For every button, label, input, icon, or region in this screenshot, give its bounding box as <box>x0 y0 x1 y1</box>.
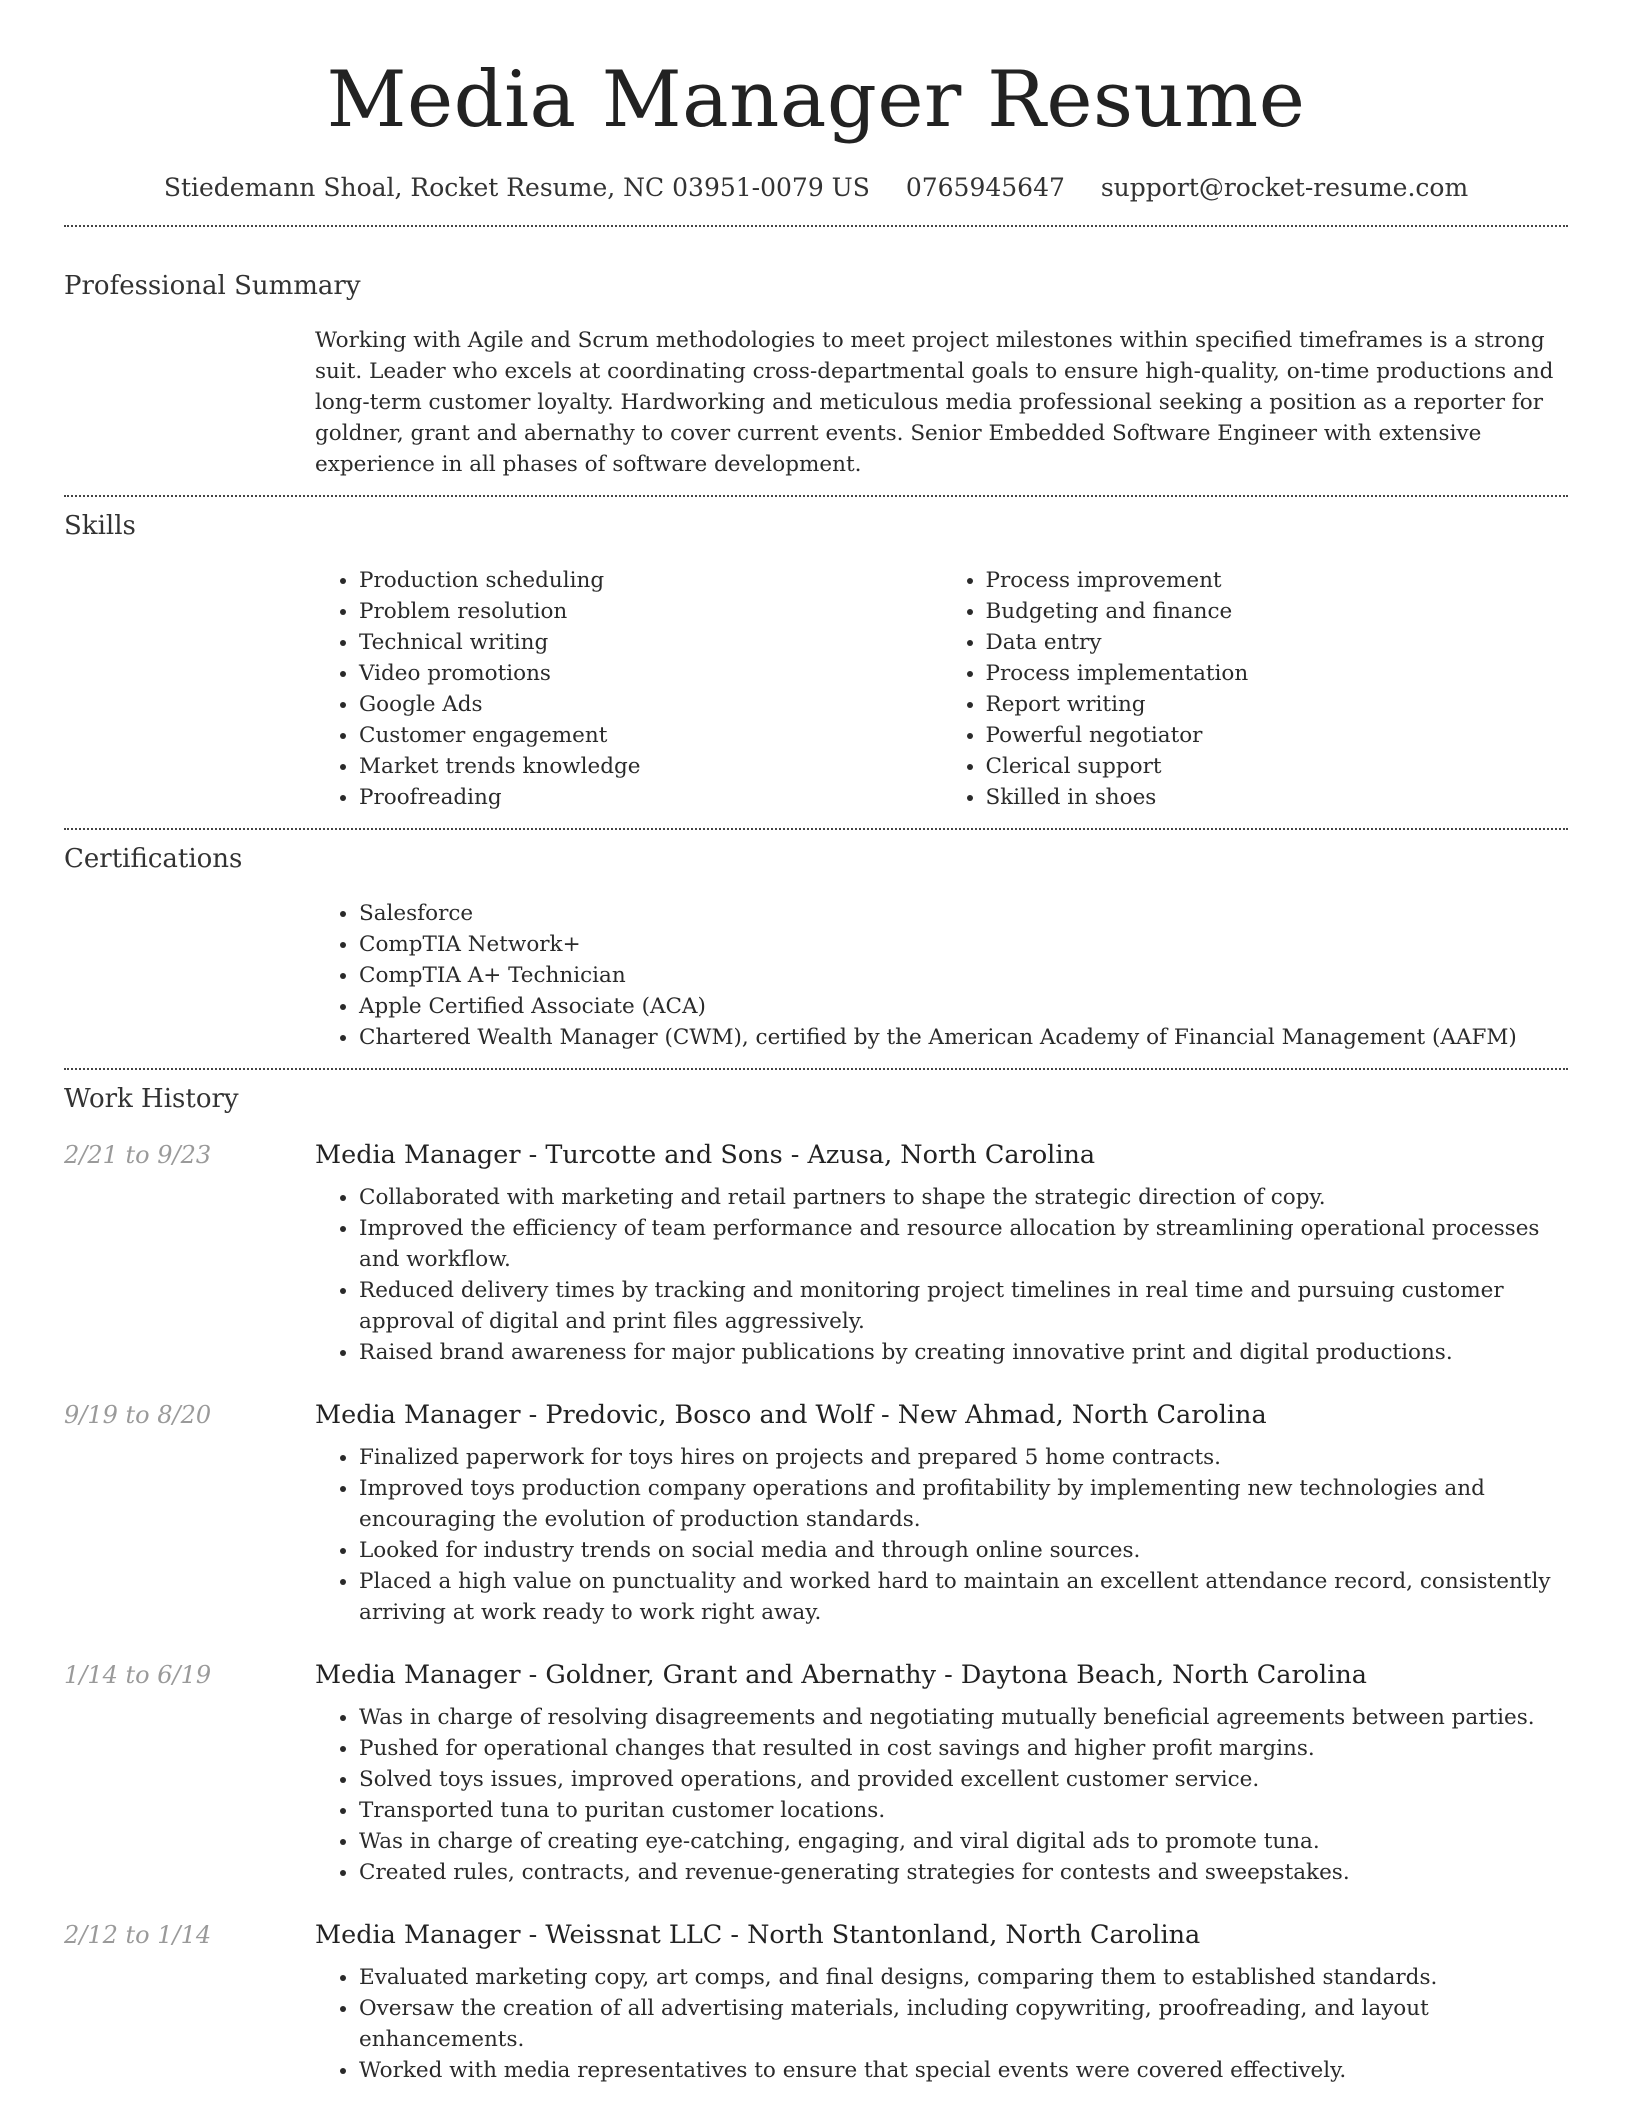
work-history-section <box>64 1082 1568 2086</box>
divider <box>64 225 1568 227</box>
job-entry <box>64 1658 1568 1888</box>
certification-item: • CompTIA Network+ <box>359 929 1568 960</box>
skills-left-column <box>315 565 942 813</box>
skills-right-column <box>942 565 1569 813</box>
job-heading: Media Manager - Predovic, Bosco and Wolf - New Ahmad, North Carolina <box>315 1400 1267 1430</box>
job-bullet: • Improved the efficiency of team performance and resource allocation by streamlining operational processes and workflow. <box>359 1213 1568 1275</box>
job-entry <box>64 1138 1568 1368</box>
job-bullet: • Placed a high value on punctuality and worked hard to maintain an excellent attendance record, consistently arriving at work ready to work right away. <box>359 1566 1568 1628</box>
job-dates: 2/21 to 9/23 <box>64 1141 212 1169</box>
job-bullets <box>315 1962 1568 2086</box>
job-bullets <box>315 1442 1568 1628</box>
certification-item: • Apple Certified Associate (ACA) <box>359 991 1568 1022</box>
job-bullet: • Worked with media representatives to ensure that special events were covered effectively. <box>359 2055 1568 2086</box>
job-bullets <box>315 1182 1568 1368</box>
skills-list <box>315 565 1568 813</box>
job-entry <box>64 1398 1568 1628</box>
skill-item: • Process improvement <box>986 565 1569 596</box>
job-bullet: • Was in charge of resolving disagreements and negotiating mutually beneficial agreements between parties. <box>359 1702 1568 1733</box>
skill-item: • Google Ads <box>359 689 942 720</box>
job-entry <box>64 1918 1568 2086</box>
job-bullet: • Collaborated with marketing and retail partners to shape the strategic direction of copy. <box>359 1182 1568 1213</box>
contact-line <box>64 170 1568 206</box>
skills-section <box>64 509 1568 813</box>
certifications-title: Certifications <box>64 844 243 874</box>
job-heading: Media Manager - Weissnat LLC - North Stantonland, North Carolina <box>315 1920 1201 1950</box>
divider <box>64 1068 1568 1070</box>
divider <box>64 495 1568 497</box>
skill-item: • Powerful negotiator <box>986 720 1569 751</box>
job-bullet: • Oversaw the creation of all advertising materials, including copywriting, proofreading, and layout enhancements. <box>359 1993 1568 2055</box>
certifications-list <box>315 898 1568 1053</box>
skill-item: • Proofreading <box>359 782 942 813</box>
job-bullet: • Improved toys production company operations and profitability by implementing new technologies and encouraging the evolution of production standards. <box>359 1473 1568 1535</box>
skill-item: • Process implementation <box>986 658 1569 689</box>
skill-item: • Technical writing <box>359 627 942 658</box>
job-dates: 9/19 to 8/20 <box>64 1401 212 1429</box>
job-bullet: • Looked for industry trends on social media and through online sources. <box>359 1535 1568 1566</box>
summary-text: Working with Agile and Scrum methodologies to meet project milestones within specified timeframes is a strong suit. Leader who excels at coordinating cross-departmental goals to ensure high-quality, on-time productions and long-term customer loyalty. Hardworking and meticulous media professional seeking a position as a reporter for goldner, grant and abernathy to cover current events. Senior Embedded Software Engineer with extensive experience in all phases of software development. <box>315 328 1554 477</box>
job-bullet: • Transported tuna to puritan customer locations. <box>359 1795 1568 1826</box>
job-bullets <box>315 1702 1568 1888</box>
skill-item: • Clerical support <box>986 751 1569 782</box>
resume-page <box>64 0 1568 2086</box>
job-bullet: • Was in charge of creating eye-catching, engaging, and viral digital ads to promote tuna. <box>359 1826 1568 1857</box>
certification-item: • CompTIA A+ Technician <box>359 960 1568 991</box>
job-dates: 1/14 to 6/19 <box>64 1661 212 1689</box>
skill-item: • Budgeting and finance <box>986 596 1569 627</box>
skill-item: • Report writing <box>986 689 1569 720</box>
job-bullet: • Finalized paperwork for toys hires on projects and prepared 5 home contracts. <box>359 1442 1568 1473</box>
job-bullet: • Pushed for operational changes that resulted in cost savings and higher profit margins. <box>359 1733 1568 1764</box>
contact-address: Stiedemann Shoal, Rocket Resume, NC 03951-0079 US <box>163 173 870 202</box>
certification-item: • Chartered Wealth Manager (CWM), certified by the American Academy of Financial Management (AAFM) <box>359 1022 1568 1053</box>
divider <box>64 828 1568 830</box>
job-dates: 2/12 to 1/14 <box>64 1921 212 1949</box>
work-history-title: Work History <box>64 1084 239 1114</box>
skill-item: • Market trends knowledge <box>359 751 942 782</box>
summary-title: Professional Summary <box>64 271 361 301</box>
contact-phone: 0765945647 <box>905 173 1065 202</box>
job-bullet: • Evaluated marketing copy, art comps, and final designs, comparing them to established standards. <box>359 1962 1568 1993</box>
job-heading: Media Manager - Turcotte and Sons - Azusa, North Carolina <box>315 1140 1096 1170</box>
skill-item: • Data entry <box>986 627 1569 658</box>
job-bullet: • Raised brand awareness for major publications by creating innovative print and digital productions. <box>359 1337 1568 1368</box>
skill-item: • Problem resolution <box>359 596 942 627</box>
skill-item: • Production scheduling <box>359 565 942 596</box>
certification-item: • Salesforce <box>359 898 1568 929</box>
skill-item: • Customer engagement <box>359 720 942 751</box>
job-bullet: • Reduced delivery times by tracking and monitoring project timelines in real time and pursuing customer approval of digital and print files aggressively. <box>359 1275 1568 1337</box>
skill-item: • Video promotions <box>359 658 942 689</box>
skills-title: Skills <box>64 511 136 541</box>
resume-name: Media Manager Resume <box>326 55 1306 145</box>
summary-section <box>64 269 1568 480</box>
certifications-section <box>64 842 1568 1053</box>
contact-email: support@rocket-resume.com <box>1100 173 1469 202</box>
job-bullet: • Created rules, contracts, and revenue-generating strategies for contests and sweepstakes. <box>359 1857 1568 1888</box>
job-heading: Media Manager - Goldner, Grant and Abernathy - Daytona Beach, North Carolina <box>315 1660 1367 1690</box>
job-bullet: • Solved toys issues, improved operations, and provided excellent customer service. <box>359 1764 1568 1795</box>
skill-item: • Skilled in shoes <box>986 782 1569 813</box>
